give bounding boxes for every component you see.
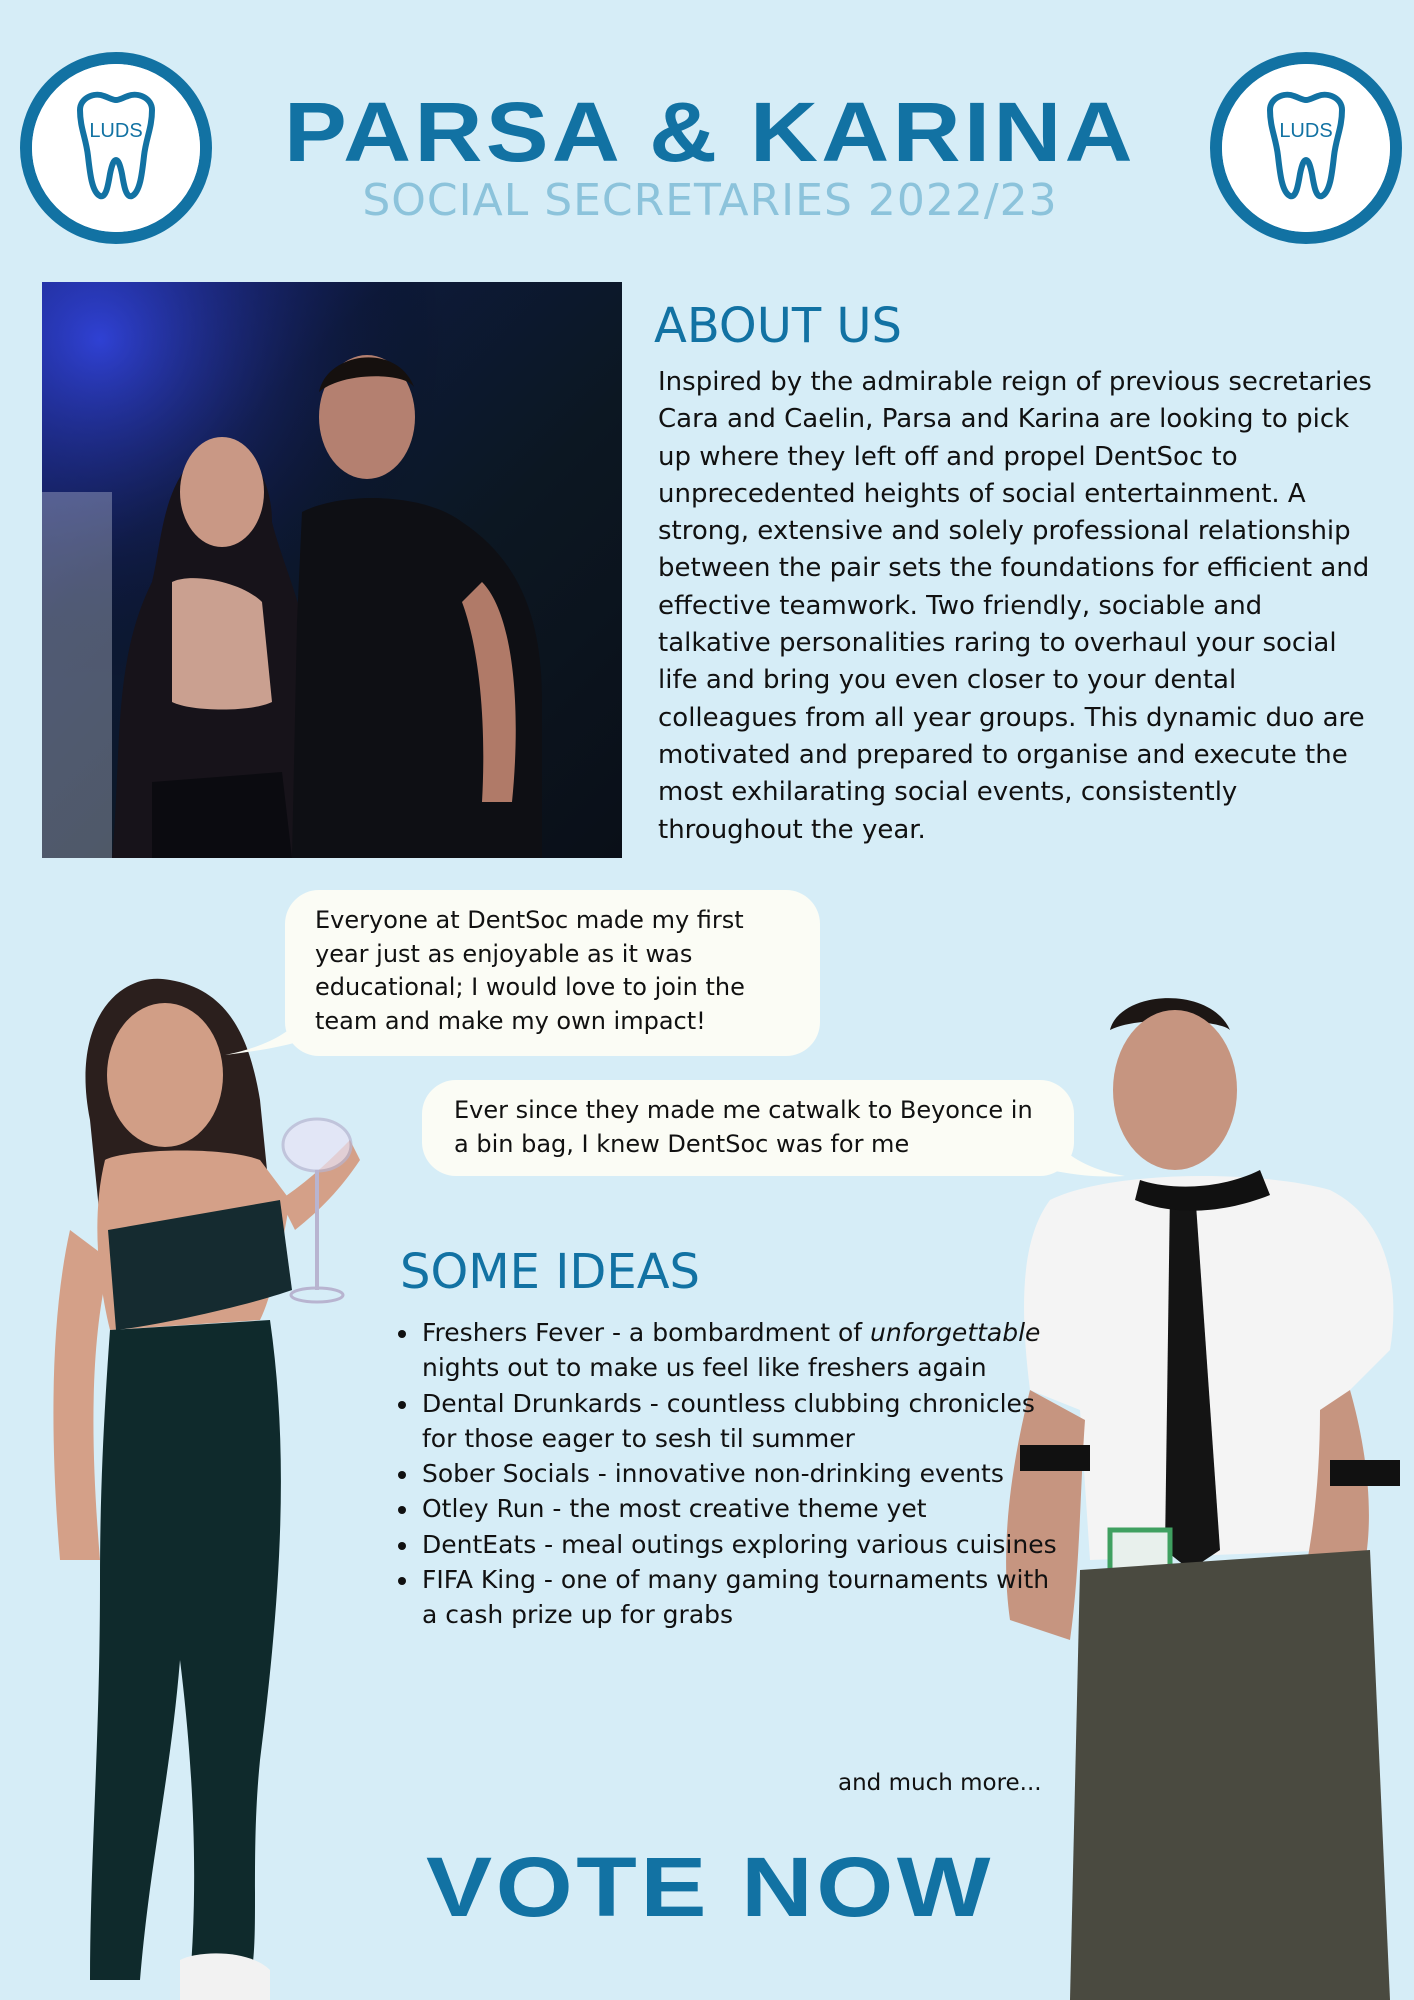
about-heading: ABOUT US: [654, 298, 903, 354]
ideas-heading: SOME IDEAS: [400, 1244, 700, 1300]
idea-item: • Freshers Fever - a bombardment of unforgettable nights out to make us feel like freshers again: [420, 1315, 1060, 1386]
vote-now-cta: VOTE NOW: [426, 1840, 994, 1934]
page-subtitle: SOCIAL SECRETARIES 2022/23: [362, 175, 1058, 226]
karina-figure: [30, 960, 410, 2000]
ideas-list: [380, 1315, 1060, 1633]
tooth-icon: [1222, 64, 1390, 232]
idea-item: • Dental Drunkards - countless clubbing chronicles for those eager to sesh til summer: [420, 1386, 1060, 1457]
karina-quote-bubble: Everyone at DentSoc made my first year just as enjoyable as it was educational; I would love to join the team and make my own impact!: [285, 890, 820, 1056]
idea-item: • Sober Socials - innovative non-drinking events: [420, 1456, 1060, 1491]
idea-item: • FIFA King - one of many gaming tournaments with a cash prize up for grabs: [420, 1562, 1060, 1633]
logo-label: LUDS: [1279, 120, 1333, 142]
parsa-quote-bubble: Ever since they made me catwalk to Beyonce in a bin bag, I knew DentSoc was for me: [422, 1080, 1074, 1176]
luds-logo-left: [20, 52, 212, 244]
page-title: PARSA & KARINA: [284, 85, 1136, 179]
idea-item: • DentEats - meal outings exploring various cuisines: [420, 1527, 1060, 1562]
about-body: Inspired by the admirable reign of previous secretaries Cara and Caelin, Parsa and Karina are looking to pick up where they left off and propel DentSoc to unprecedented heights of social entertainment. A strong, extensive and solely professional relationship between the pair sets the foundations for efficient and effective teamwork. Two friendly, sociable and talkative personalities raring to overhaul your social life and bring you even closer to your dental colleagues from all year groups. This dynamic duo are motivated and prepared to organise and execute the most exhilarating social events, consistently throughout the year.: [658, 367, 1372, 845]
luds-logo-right: [1210, 52, 1402, 244]
tooth-icon: [32, 64, 200, 232]
more-note: and much more...: [838, 1770, 1042, 1796]
logo-label: LUDS: [89, 120, 143, 142]
duo-photo: [42, 282, 622, 858]
idea-item: • Otley Run - the most creative theme yet: [420, 1491, 1060, 1526]
